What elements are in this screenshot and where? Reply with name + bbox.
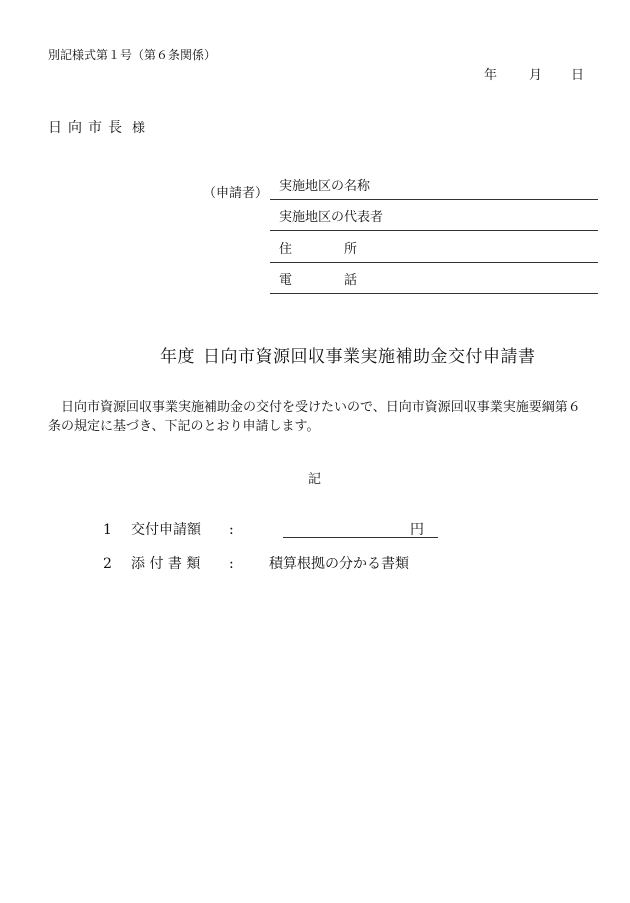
field-phone[interactable] xyxy=(270,265,598,294)
ki-heading: 記 xyxy=(308,472,322,487)
field-label: 実施地区の代表者 xyxy=(279,210,384,225)
field-label: 実施地区の名称 xyxy=(279,179,371,194)
item-label: 交付申請額 xyxy=(131,522,201,538)
addressee-honorific: 様 xyxy=(132,121,146,136)
item-colon: : xyxy=(229,522,234,538)
yen-unit: 円 xyxy=(410,522,424,538)
item-attachments xyxy=(103,553,409,573)
applicant-label: （申請者） xyxy=(203,186,269,201)
date-month: 月 xyxy=(529,68,543,83)
date-day: 日 xyxy=(571,68,585,83)
document-title xyxy=(160,342,536,367)
title-year-prefix: 年度 xyxy=(160,347,195,367)
body-text: 日向市資源回収事業実施補助金の交付を受けたいので、日向市資源回収事業実施要綱第６条の規定に基づき、下記のとおり申請します。 xyxy=(48,400,581,434)
field-label: 電 話 xyxy=(279,273,358,288)
item-application-amount xyxy=(103,519,269,539)
item-label: 添 付 書 類 xyxy=(131,556,201,572)
field-district-name[interactable] xyxy=(270,171,598,200)
field-label: 住 所 xyxy=(279,242,358,257)
addressee-name: 日向市長 xyxy=(48,120,128,136)
field-representative[interactable] xyxy=(270,202,598,231)
item-value: 積算根拠の分かる書類 xyxy=(269,556,409,572)
field-address[interactable] xyxy=(270,234,598,263)
item-number: 1 xyxy=(103,522,112,538)
title-text: 日向市資源回収事業実施補助金交付申請書 xyxy=(203,347,536,367)
item-colon: : xyxy=(229,556,234,572)
form-number: 別記様式第１号（第６条関係） xyxy=(48,48,217,62)
date-year: 年 xyxy=(484,68,498,83)
item-number: 2 xyxy=(103,556,112,572)
addressee xyxy=(48,117,145,137)
date-line xyxy=(484,64,584,83)
